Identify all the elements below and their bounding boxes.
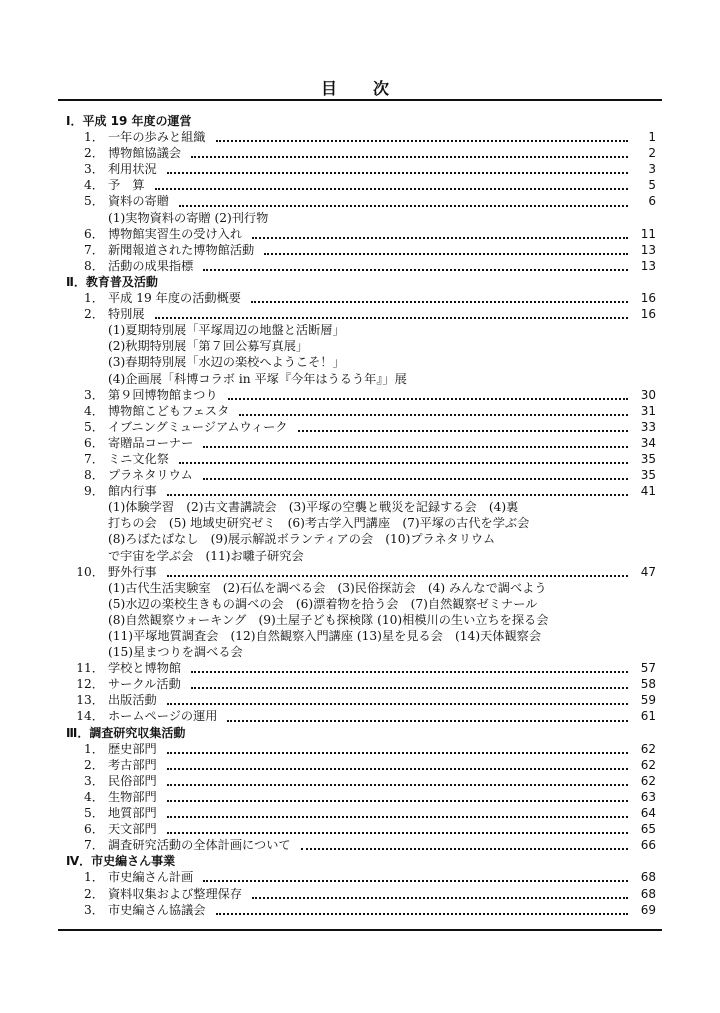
toc-entry [58,741,662,757]
entry-number: 6． [84,435,104,450]
dot-leader [203,872,628,882]
entry-label: 利用状況 [108,162,157,177]
entry-label: 天文部門 [108,822,157,837]
toc-entry [58,451,662,467]
entry-number: 12． [76,677,104,692]
dot-leader [167,164,628,174]
page-number: 68 [640,870,656,885]
entry-label: プラネタリウム [108,468,193,483]
page-number: 33 [640,419,656,434]
toc-subitems: (3)春期特別展「水辺の楽校へようこそ！」 [108,355,345,370]
page-number: 16 [640,291,656,306]
entry-label: 資料の寄贈 [108,194,169,209]
toc-entry [58,258,662,274]
toc-subitems: (1)古代生活実験室 (2)石仏を調べる会 (3)民俗探訪会 (4) みんなで調べよう [108,580,547,595]
section-heading: Ⅱ．教育普及活動 [66,274,158,289]
toc-subitems: (15)星まつりを調べる会 [108,645,243,660]
toc-entry [58,306,662,322]
toc-entry [58,757,662,773]
dot-leader [167,792,628,802]
dot-leader [167,776,628,786]
page-number: 63 [640,789,656,804]
page-number: 5 [648,178,656,193]
entry-label: 一年の歩みと組織 [108,130,206,145]
entry-label: ミニ文化祭 [108,451,169,466]
entry-number: 6． [84,822,104,837]
page-number: 66 [640,838,656,853]
page-number: 58 [640,677,656,692]
entry-label: 新聞報道された博物館活動 [108,242,255,257]
entry-label: 市史編さん協議会 [108,902,206,917]
dot-leader [179,454,628,464]
dot-leader [251,293,628,303]
page-number: 1 [648,130,656,145]
entry-number: 7． [84,838,104,853]
toc-entry [58,129,662,145]
entry-label: 民俗部門 [108,773,157,788]
page-number: 34 [640,435,656,450]
toc-entry [58,161,662,177]
entry-label: 博物館実習生の受け入れ [108,226,243,241]
entry-label: 生物部門 [108,789,157,804]
toc-entry [58,692,662,708]
entry-label: 平成 19 年度の活動概要 [108,291,241,306]
dot-leader [167,695,628,705]
entry-label: 館内行事 [108,484,157,499]
toc-entry [58,226,662,242]
toc-subitems: (5)水辺の楽校生きもの調べの会 (6)漂着物を拾う会 (7)自然観察ゼミナール [108,596,538,611]
toc-entry [58,902,662,918]
page-number: 57 [640,661,656,676]
entry-label: 地質部門 [108,806,157,821]
section-heading: Ⅳ．市史編さん事業 [66,854,176,869]
dot-leader [203,438,628,448]
section-heading: Ⅰ．平成 19 年度の運営 [66,114,192,128]
page-number: 6 [648,194,656,209]
dot-leader [191,148,628,158]
entry-number: 4． [84,403,104,418]
dot-leader [227,712,628,722]
dot-leader [167,824,628,834]
dot-leader [155,309,628,319]
dot-leader [216,132,629,142]
page-number: 65 [640,822,656,837]
entry-number: 11． [76,661,104,676]
entry-number: 6． [84,226,104,241]
toc-entry [58,467,662,483]
entry-label: 博物館協議会 [108,146,182,161]
entry-number: 4． [84,789,104,804]
dot-leader [298,422,628,432]
entry-number: 14． [76,709,104,724]
entry-number: 5． [84,806,104,821]
entry-number: 8． [84,468,104,483]
toc-entry [58,708,662,724]
entry-number: 8． [84,258,104,273]
table-of-contents [58,113,662,918]
toc-entry [58,660,662,676]
entry-label: 考古部門 [108,757,157,772]
dot-leader [167,744,628,754]
toc-entry [58,435,662,451]
page-number: 61 [640,709,656,724]
entry-number: 1． [84,291,104,306]
dot-leader [264,245,628,255]
dot-leader [228,390,628,400]
entry-number: 5． [84,419,104,434]
entry-label: 第９回博物館まつり [108,387,218,402]
entry-label: 学校と博物館 [108,661,182,676]
toc-entry [58,869,662,885]
toc-subitems: で宇宙を学ぶ会 (11)お囃子研究会 [108,548,304,563]
entry-label: 調査研究活動の全体計画について [108,838,291,853]
entry-number: 1． [84,130,104,145]
entry-number: 10． [76,564,104,579]
page-number: 2 [648,146,656,161]
dot-leader [155,180,628,190]
dot-leader [252,889,628,899]
entry-label: 資料収集および整理保存 [108,886,243,901]
toc-entry [58,403,662,419]
entry-number: 1． [84,870,104,885]
toc-entry [58,177,662,193]
entry-number: 7． [84,451,104,466]
toc-entry [58,773,662,789]
entry-label: 寄贈品コーナー [108,435,194,450]
entry-number: 2． [84,886,104,901]
toc-entry [58,821,662,837]
bottom-rule [58,929,662,931]
entry-number: 3． [84,162,104,177]
toc-subitems: (8)自然観察ウォーキング (9)土屋子ども探検隊 (10)相模川の生い立ちを探る会 [108,612,549,627]
toc-subitems: (4)企画展「科博コラボ in 平塚『今年はうるう年』」展 [108,371,407,386]
toc-entry [58,676,662,692]
dot-leader [239,406,628,416]
dot-leader [167,486,628,496]
toc-subitems: (2)秋期特別展「第７回公募写真展」 [108,339,309,354]
toc-entry [58,837,662,853]
entry-label: イブニングミュージアムウィーク [108,419,288,434]
top-rule [58,99,662,101]
toc-entry [58,886,662,902]
entry-label: 出版活動 [108,693,157,708]
page-number: 13 [640,258,656,273]
entry-label: 歴史部門 [108,741,157,756]
toc-subitems: (8)ろばたばなし (9)展示解説ボランティアの会 (10)プラネタリウム [108,532,496,547]
entry-number: 2． [84,307,104,322]
page-number: 62 [640,741,656,756]
page-number: 35 [640,451,656,466]
entry-label: 博物館こどもフェスタ [108,403,230,418]
dot-leader [167,567,628,577]
toc-entry [58,242,662,258]
toc-subitems: (1)体験学習 (2)古文書講読会 (3)平塚の空襲と戦災を記録する会 (4)裏 [108,500,519,515]
page-number: 41 [640,484,656,499]
page-number: 3 [648,162,656,177]
page-number: 11 [640,226,656,241]
dot-leader [179,197,628,207]
entry-number: 2． [84,146,104,161]
entry-label: ホームページの運用 [108,709,218,724]
dot-leader [191,679,628,689]
entry-number: 9． [84,484,104,499]
toc-entry [58,193,662,209]
entry-number: 3． [84,773,104,788]
dot-leader [216,905,629,915]
toc-subitems: (1)夏期特別展「平塚周辺の地盤と活断層」 [108,323,345,338]
toc-entry [58,564,662,580]
entry-number: 5． [84,194,104,209]
page-number: 30 [640,387,656,402]
toc-entry [58,387,662,403]
toc-entry [58,419,662,435]
toc-entry [58,789,662,805]
entry-number: 13． [76,693,104,708]
page-number: 68 [640,886,656,901]
entry-label: 特別展 [108,307,145,322]
dot-leader [167,808,628,818]
page-number: 31 [640,403,656,418]
dot-leader [203,470,628,480]
page-number: 62 [640,757,656,772]
page-number: 13 [640,242,656,257]
page-number: 64 [640,806,656,821]
entry-number: 2． [84,757,104,772]
dot-leader [167,760,628,770]
toc-entry [58,290,662,306]
page-number: 69 [640,902,656,917]
entry-label: 活動の成果指標 [108,258,194,273]
entry-label: 野外行事 [108,564,157,579]
entry-number: 3． [84,902,104,917]
entry-number: 1． [84,741,104,756]
entry-label: 予 算 [108,178,145,193]
entry-label: サークル活動 [108,677,181,692]
toc-subitems: 打ちの会 (5) 地域史研究ゼミ (6)考古学入門講座 (7)平塚の古代を学ぶ会 [108,516,530,531]
toc-subitems: (1)実物資料の寄贈 (2)刊行物 [108,210,269,225]
toc-entry [58,145,662,161]
page-number: 59 [640,693,656,708]
dot-leader [191,663,628,673]
toc-entry [58,483,662,499]
page-number: 16 [640,307,656,322]
dot-leader [301,840,628,850]
page-number: 62 [640,773,656,788]
entry-number: 7． [84,242,104,257]
page-number: 35 [640,468,656,483]
dot-leader [252,229,628,239]
dot-leader [203,261,628,271]
section-heading: Ⅲ．調査研究収集活動 [66,725,186,740]
entry-number: 4． [84,178,104,193]
toc-subitems: (11)平塚地質調査会 (12)自然観察入門講座 (13)星を見る会 (14)天体観察会 [108,629,542,643]
page-title: 目 次 [320,79,399,98]
toc-entry [58,805,662,821]
entry-number: 3． [84,387,104,402]
page-number: 47 [640,564,656,579]
entry-label: 市史編さん計画 [108,870,194,885]
